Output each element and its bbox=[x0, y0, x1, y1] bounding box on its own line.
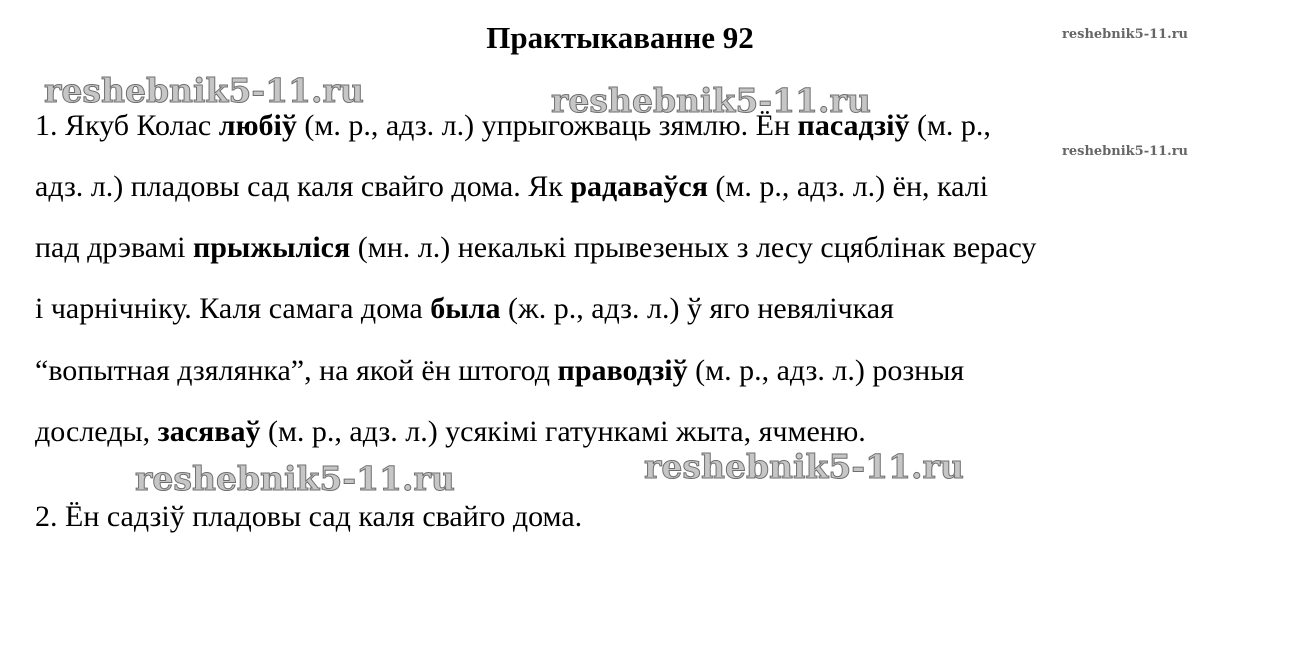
page-title: Практыкаванне 92 bbox=[486, 20, 754, 55]
text-fragment: (м. р., адз. л.) усякімі гатункамі жыта, ячменю. bbox=[260, 415, 866, 448]
highlighted-verb: пасадзіў bbox=[797, 109, 910, 142]
text-fragment: (ж. р., адз. л.) ў яго невялічкая bbox=[500, 292, 894, 325]
text-fragment: (м. р., bbox=[909, 109, 991, 142]
watermark: reshebnik5-11.ru bbox=[644, 447, 964, 486]
highlighted-verb: прыжыліся bbox=[192, 231, 351, 264]
highlighted-verb: засяваў bbox=[157, 415, 261, 448]
text-line bbox=[35, 289, 894, 329]
small-watermark-middle: reshebnik5-11.ru bbox=[1062, 144, 1189, 159]
text-fragment: (м. р., адз. л.) розныя bbox=[687, 354, 965, 387]
text-line bbox=[35, 228, 1036, 268]
small-watermark-top: reshebnik5-11.ru bbox=[1062, 27, 1189, 42]
text-fragment: (м. р., адз. л.) ён, калі bbox=[707, 170, 989, 203]
text-fragment: адз. л.) пладовы сад каля свайго дома. Як bbox=[35, 170, 571, 203]
watermark: reshebnik5-11.ru bbox=[135, 459, 455, 498]
highlighted-verb: была bbox=[430, 292, 501, 325]
text-line bbox=[35, 167, 988, 207]
text-fragment: пад дрэвамі bbox=[35, 231, 193, 264]
watermark: reshebnik5-11.ru bbox=[44, 71, 364, 110]
text-fragment: і чарнічніку. Каля самага дома bbox=[35, 292, 431, 325]
text-line bbox=[35, 106, 991, 146]
text-line: 2. Ён садзіў пладовы сад каля свайго дома. bbox=[35, 500, 583, 533]
text-fragment: доследы, bbox=[35, 415, 158, 448]
highlighted-verb: любіў bbox=[218, 109, 297, 142]
text-fragment: (м. р., адз. л.) упрыгожваць зямлю. Ён bbox=[296, 109, 798, 142]
text-line bbox=[35, 351, 964, 391]
text-fragment: “вопытная дзялянка”, на якой ён штогод bbox=[35, 354, 558, 387]
text-fragment: (мн. л.) некалькі прывезеных з лесу сцяблінак верасу bbox=[350, 231, 1037, 264]
text-fragment: 1. Якуб Колас bbox=[35, 109, 219, 142]
highlighted-verb: радаваўся bbox=[570, 170, 708, 203]
highlighted-verb: праводзіў bbox=[557, 354, 688, 387]
text-line bbox=[35, 412, 866, 452]
watermark: reshebnik5-11.ru bbox=[551, 81, 871, 120]
